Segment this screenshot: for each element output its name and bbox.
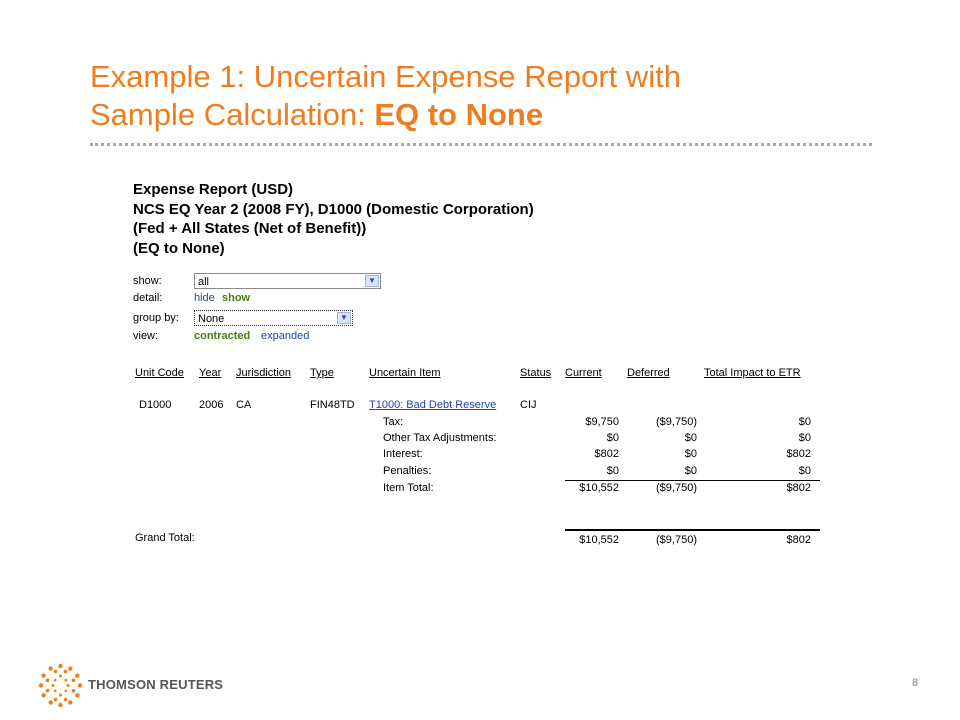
item-total-label: Item Total: bbox=[383, 482, 434, 494]
column-header-year[interactable]: Year bbox=[199, 367, 222, 379]
line-label: Other Tax Adjustments: bbox=[383, 432, 497, 444]
line-current: $0 bbox=[606, 465, 619, 477]
cell-year: 2006 bbox=[199, 399, 224, 411]
line-current: $802 bbox=[594, 448, 619, 460]
detail-control bbox=[133, 292, 393, 308]
line-current: $9,750 bbox=[585, 416, 619, 428]
view-label: view: bbox=[133, 330, 159, 342]
slide-title-line2 bbox=[90, 96, 890, 134]
detail-hide-link[interactable]: hide bbox=[194, 292, 215, 304]
column-header-current[interactable]: Current bbox=[565, 367, 602, 379]
view-expanded-link[interactable]: expanded bbox=[261, 330, 310, 342]
cell-type: FIN48TD bbox=[310, 399, 355, 411]
groupby-control bbox=[133, 310, 393, 328]
groupby-select[interactable] bbox=[194, 310, 353, 326]
line-label: Tax: bbox=[383, 416, 404, 428]
view-control bbox=[133, 330, 393, 346]
chevron-down-icon[interactable]: ▼ bbox=[365, 275, 379, 287]
show-select[interactable] bbox=[194, 273, 381, 289]
report-heading bbox=[133, 180, 833, 258]
expense-report bbox=[133, 180, 833, 546]
column-header-type[interactable]: Type bbox=[310, 367, 334, 379]
report-heading-line: (EQ to None) bbox=[133, 239, 225, 257]
grand-total-total: $802 bbox=[786, 534, 811, 546]
cell-status: CIJ bbox=[520, 399, 537, 411]
line-current: $0 bbox=[606, 432, 619, 444]
column-header-total-impact[interactable]: Total Impact to ETR bbox=[704, 367, 801, 379]
line-total: $0 bbox=[798, 432, 811, 444]
chevron-down-icon[interactable]: ▼ bbox=[337, 312, 351, 324]
line-deferred: $0 bbox=[684, 448, 697, 460]
column-header-jurisdiction[interactable]: Jurisdiction bbox=[236, 367, 292, 379]
grand-total-rule bbox=[565, 529, 820, 531]
uncertain-item-link[interactable]: T1000: Bad Debt Reserve bbox=[369, 399, 497, 411]
title-divider bbox=[90, 143, 872, 146]
column-header-deferred[interactable]: Deferred bbox=[627, 367, 670, 379]
item-total-total: $802 bbox=[786, 482, 811, 494]
slide-title bbox=[90, 58, 890, 134]
report-heading-line: (Fed + All States (Net of Benefit)) bbox=[133, 220, 367, 237]
grand-total-label: Grand Total: bbox=[135, 532, 195, 544]
cell-jurisdiction: CA bbox=[236, 399, 252, 411]
slide-title-line1: Example 1: Uncertain Expense Report with bbox=[90, 59, 682, 94]
detail-label: detail: bbox=[133, 292, 163, 304]
line-total: $802 bbox=[786, 448, 811, 460]
line-total: $0 bbox=[798, 465, 811, 477]
report-heading-line: Expense Report (USD) bbox=[133, 181, 294, 198]
line-deferred: ($9,750) bbox=[656, 416, 697, 428]
show-label: show: bbox=[133, 275, 162, 287]
show-control bbox=[133, 273, 393, 291]
column-header-uncertain-item[interactable]: Uncertain Item bbox=[369, 367, 441, 379]
line-deferred: $0 bbox=[684, 432, 697, 444]
line-label: Penalties: bbox=[383, 465, 432, 477]
brand-name: THOMSON REUTERS bbox=[88, 677, 224, 692]
slide-title-line2-plain: Sample Calculation: bbox=[90, 97, 375, 132]
groupby-select-value: None bbox=[198, 313, 225, 325]
grand-total-deferred: ($9,750) bbox=[656, 534, 697, 546]
report-heading-line: NCS EQ Year 2 (2008 FY), D1000 (Domestic Corporation) bbox=[133, 200, 534, 218]
column-header-unit-code[interactable]: Unit Code bbox=[135, 367, 184, 379]
cell-unit-code: D1000 bbox=[139, 399, 172, 411]
show-select-value: all bbox=[198, 276, 210, 288]
line-total: $0 bbox=[798, 416, 811, 428]
line-deferred: $0 bbox=[684, 465, 697, 477]
slide-title-line2-bold: EQ to None bbox=[374, 97, 544, 132]
column-header-status[interactable]: Status bbox=[520, 367, 552, 379]
grand-total-current: $10,552 bbox=[579, 534, 619, 546]
detail-show-link[interactable]: show bbox=[222, 292, 251, 304]
groupby-label: group by: bbox=[133, 312, 179, 324]
item-total-current: $10,552 bbox=[579, 482, 619, 494]
page-number: 8 bbox=[912, 677, 919, 689]
line-label: Interest: bbox=[383, 448, 423, 460]
thomson-reuters-logo-icon bbox=[38, 663, 83, 708]
view-contracted-link[interactable]: contracted bbox=[194, 330, 251, 342]
item-total-deferred: ($9,750) bbox=[656, 482, 697, 494]
item-total-rule bbox=[565, 480, 820, 481]
